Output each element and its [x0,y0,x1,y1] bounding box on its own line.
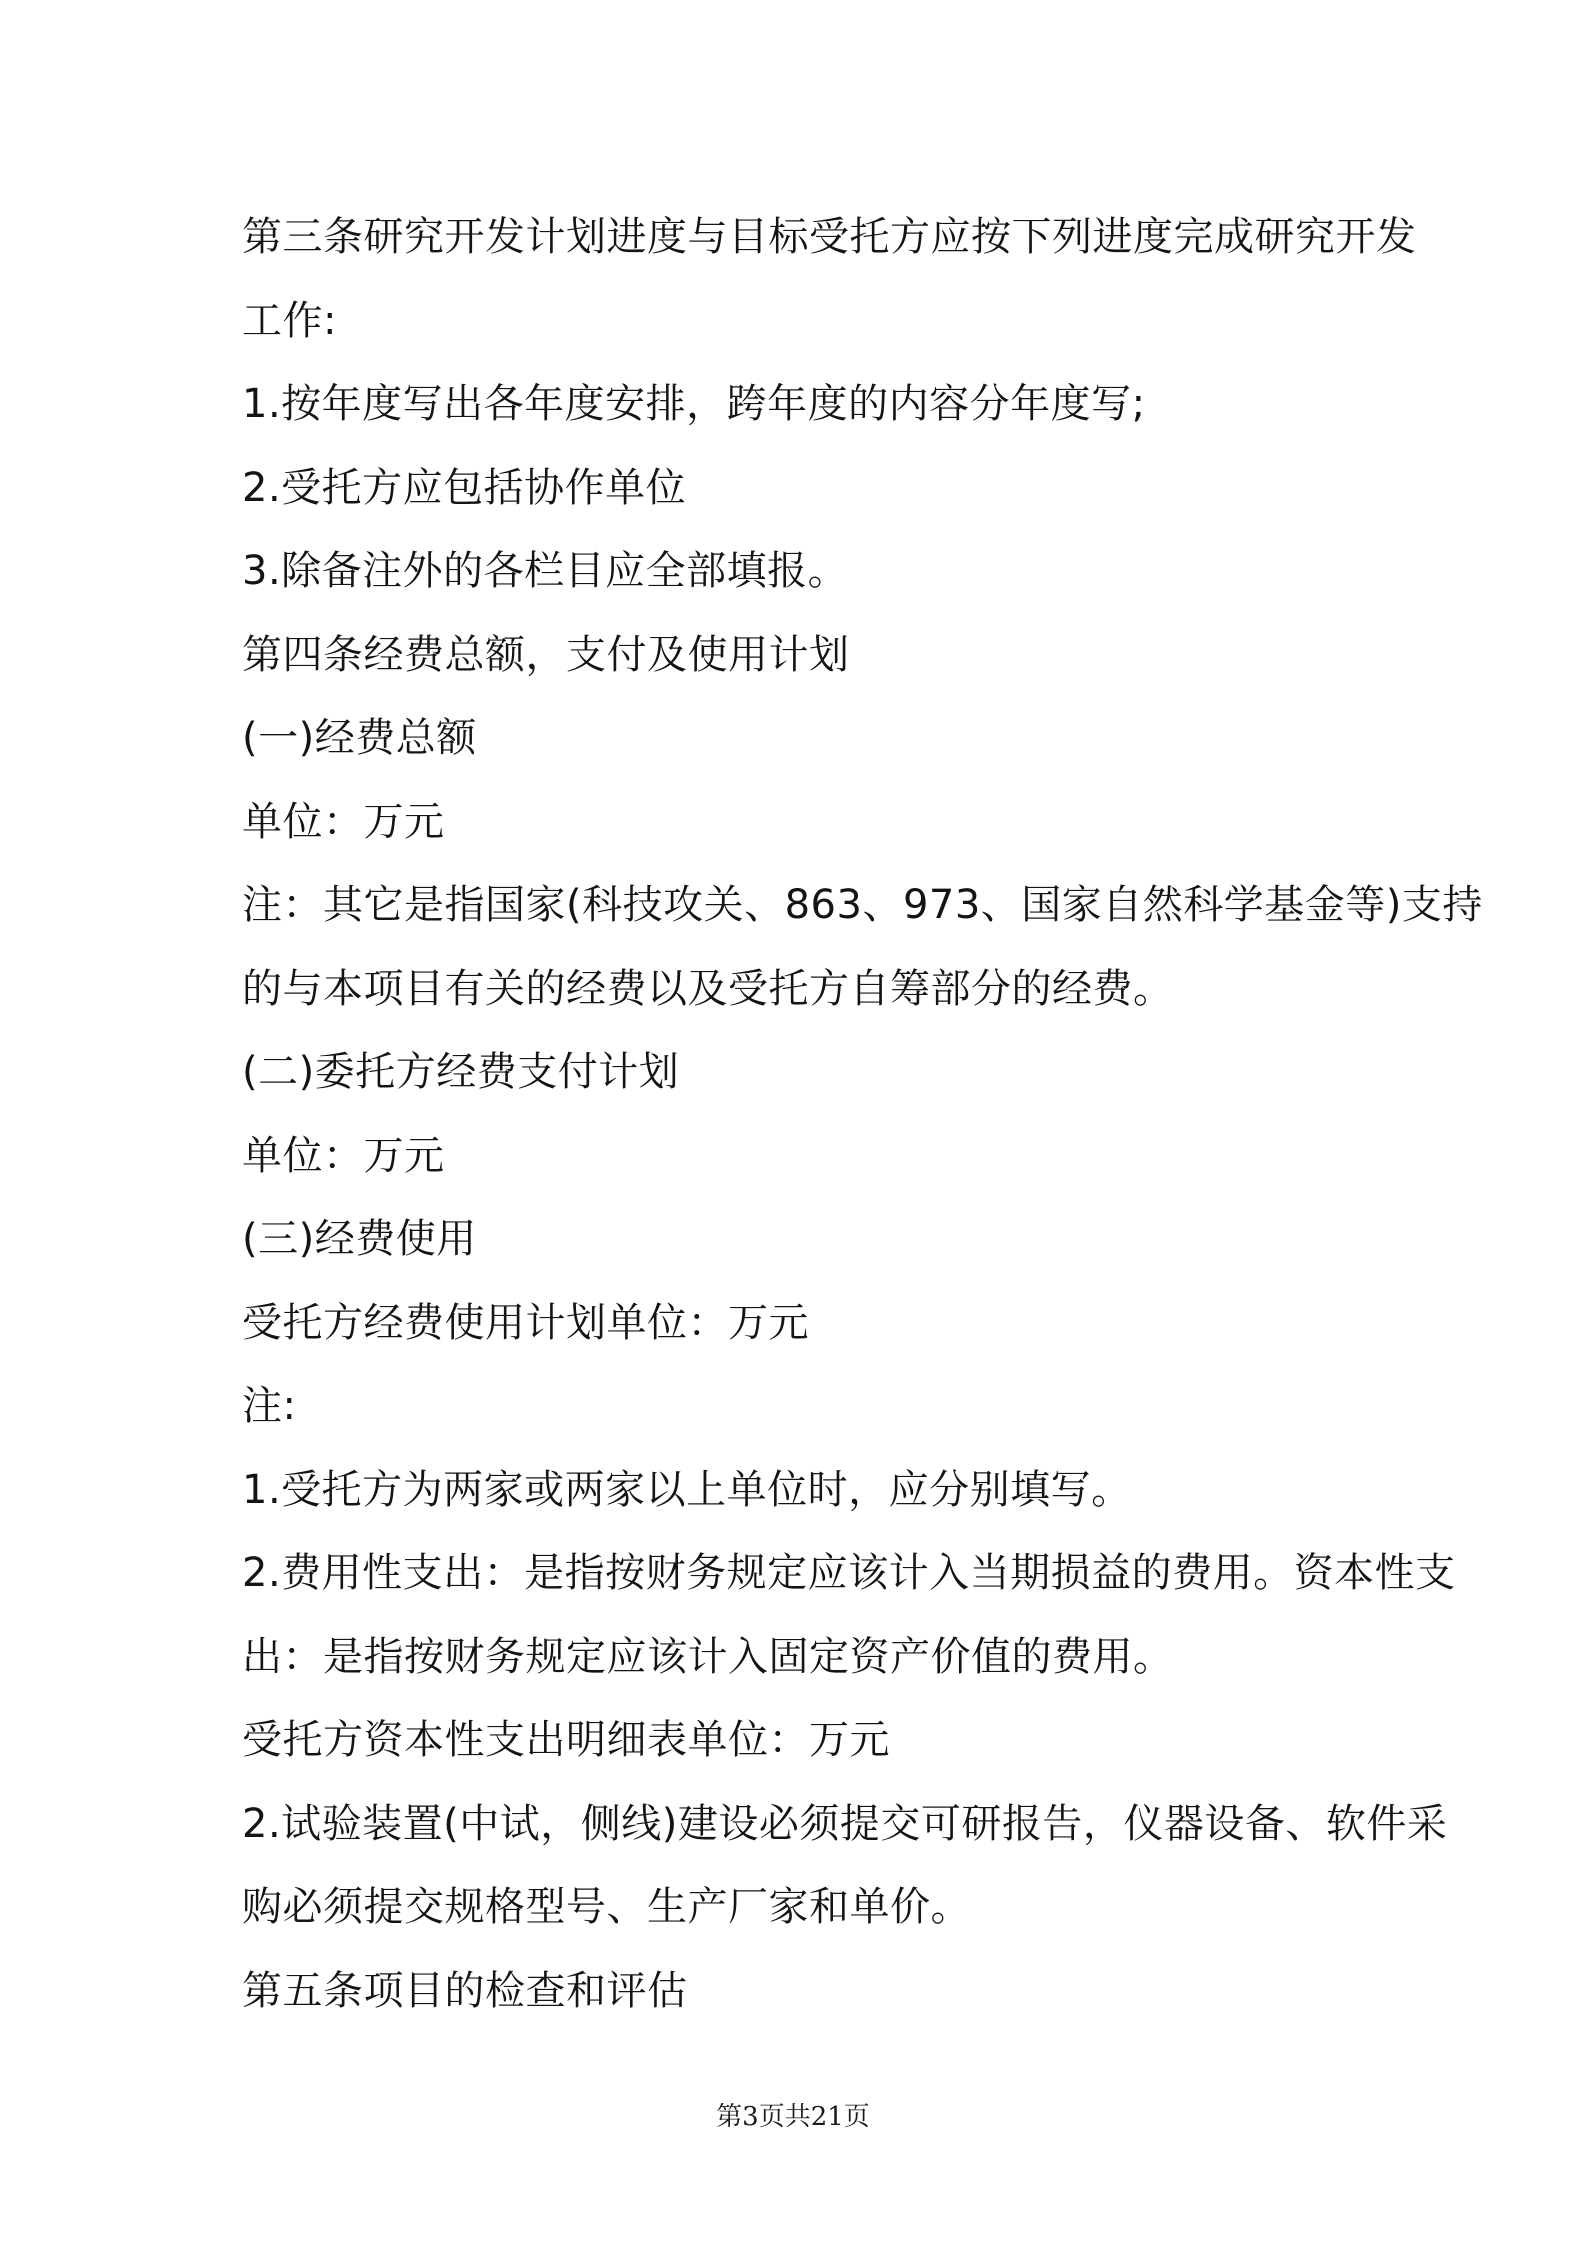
note-other-funding-line-2: 的与本项目有关的经费以及受托方自筹部分的经费。 [242,965,1174,1012]
note-other-funding-line-1: 注：其它是指国家(科技攻关、863、973、国家自然科学基金等)支持 [242,882,1483,928]
document-body [242,196,1483,2033]
heading-article-3-line-2: 工作: [242,297,337,344]
heading-article-5: 第五条项目的检查和评估 [242,1967,688,2014]
note-item-expense-definition-line-1: 2.费用性支出：是指按财务规定应该计入当期损益的费用。资本性支 [242,1550,1456,1596]
subheading-total-funding: (一)经费总额 [242,715,477,761]
heading-article-4: 第四条经费总额，支付及使用计划 [242,631,850,678]
note-item-expense-definition-line-2: 出：是指按财务规定应该计入固定资产价值的费用。 [242,1633,1174,1680]
usage-plan-unit: 受托方经费使用计划单位：万元 [242,1299,809,1346]
note-item-test-equipment-line-1: 2.试验装置(中试，侧线)建设必须提交可研报告，仪器设备、软件采 [242,1800,1448,1847]
list-item-cooperating-units: 2.受托方应包括协作单位 [242,464,687,511]
subheading-funding-usage: (三)经费使用 [242,1216,477,1262]
note-item-test-equipment-line-2: 购必须提交规格型号、生产厂家和单价。 [242,1884,971,1930]
list-item-fill-all-columns: 3.除备注外的各栏目应全部填报。 [242,548,849,594]
unit-label: 单位：万元 [242,1132,445,1179]
subheading-payment-plan: (二)委托方经费支付计划 [242,1049,680,1095]
page-number-footer: 第3页共21页 [716,2102,870,2132]
list-item-annual-arrangement: 1.按年度写出各年度安排，跨年度的内容分年度写; [242,381,1146,427]
note-label: 注: [242,1383,297,1429]
heading-article-3-line-1: 第三条研究开发计划进度与目标受托方应按下列进度完成研究开发 [242,214,1417,260]
unit-label: 单位：万元 [242,798,445,845]
capital-expenditure-table-unit: 受托方资本性支出明细表单位：万元 [242,1717,890,1763]
note-item-multiple-units: 1.受托方为两家或两家以上单位时，应分别填写。 [242,1466,1132,1513]
